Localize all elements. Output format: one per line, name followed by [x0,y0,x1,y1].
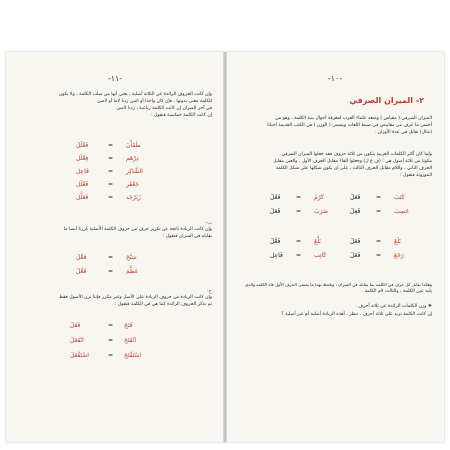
equals-sign: = [108,194,114,201]
pattern-word: فَعَّلَ [76,254,87,261]
example-word: كَتَبَ [394,194,405,201]
pattern-word: فَاعِل [76,168,89,175]
book-spread [6,52,444,442]
text-line: وإن كانت الحروف الزائدة عن الثلاثة أصلية ، يعني أنها من صلب الكلمة ، ولا يكون [58,92,212,97]
pattern-word: فَعَلَ [70,322,81,329]
equals-sign: = [108,337,114,344]
example-word: عَظَّمَ [126,268,139,275]
text-line: وإن كانت الزيادة من حروف الزيادة على الأصل وغير مكرر فإننا نزن الأصول فقط [58,295,212,300]
example-word: الشَّاكِر [126,168,143,175]
pattern-word: فَعَلَ [350,238,361,245]
example-word: بَلَّغَ [314,238,321,245]
equals-sign: = [108,254,114,261]
section-title: ٢- الميزان الصرفي [349,96,424,105]
pattern-word: فِعْلَل [76,155,89,162]
example-word: زَبَرْجَد [126,194,141,201]
pattern-word: فَعَلَ [350,194,361,201]
text-line: للكلمة معنى بدونها ، فإن كان واحدا أو اثنين زدنا لاما أو لامين [97,99,212,104]
pattern-word: اسْتَفْعَلَ [70,352,89,359]
text-line: (مثال) نقابل في عدة الأوزان . [374,130,432,135]
pattern-word: فَعْلَلَ [76,142,89,149]
equals-sign: = [108,268,114,275]
equals-sign: = [296,252,302,259]
equals-sign: = [296,208,302,215]
equals-sign: = [376,208,382,215]
example-word: دِرْهَم [126,155,139,162]
text-line: مكونا من ثلاثة أصول هي : (ف ع ل) وجعلوا الفاء مقابل الحرف الأول ، والعين مقابل [273,159,432,164]
page-number: -١١- [107,74,123,83]
left-page [6,52,224,442]
text-line: وهكذا نقابل كل حرف في الكلمة بما يقابله في الميزان ، ونلحظ بهذا ما يسمى الحرف الأول فاء الكلمة والذي [245,282,432,287]
pattern-word: فَعِلَ [350,208,361,215]
equals-sign: = [376,238,382,245]
equals-sign: = [108,181,114,188]
text-line: أحسن ما عرف من مقاييس في ضبط اللغات ويسمى ( الوزن ) في الكتب القديمة أحيانا [267,123,432,128]
example-word: كَرُمَ [314,194,324,201]
section-label: ب- [205,220,212,226]
pattern-word: فَعَّلَ [270,238,281,245]
example-word: انْفَتَحَ [124,337,137,344]
text-line: إن كانت الكلمة خماسية فنقول : [151,113,212,118]
equals-sign: = [376,252,382,259]
equals-sign: = [108,352,114,359]
text-line: وإن كانت الزيادة ناتجة عن تكرير حرف من حروف الكلمة الأصلية كررنا أيضا ما [63,227,212,232]
example-word: ضَرَبَ [314,208,329,215]
equals-sign: = [108,155,114,162]
equals-sign: = [296,194,302,201]
text-line: ثم نذكر الحروف الزائدة كما هي في الكلمة فنقول : [114,302,212,307]
example-word: كَاتِب [314,252,327,259]
pattern-word: فَعْلَل [76,181,89,188]
equals-sign: = [296,238,302,245]
equals-sign: = [108,322,114,329]
section-label: ج- [206,288,212,294]
text-line: يقابله في الميزان فنقول : [162,234,212,239]
pattern-word: فَاعِل [270,252,283,259]
example-word: حَسِبَ [394,208,409,215]
pattern-word: انْفَعَلَ [70,337,84,344]
example-word: فَتَحَ [124,322,133,329]
example-word: اسْتَفْتَحَ [124,352,142,359]
example-word: طَمْأَنَ [126,142,141,149]
text-line: إن كانت الكلمة تزيد على ثلاثة أحرف ، ننظر ، أهذه الزيادة أصلية أم غير أصلية ؟ [281,312,432,317]
text-line: الحرف الثاني ، واللام مقابل الحرف الثالث ، على أن يكون شكلها على شكل الكلمة [275,166,432,171]
pattern-word: فَعَلَّل [76,194,89,201]
pattern-word: فَعَلَ [350,252,361,259]
pattern-word: فَعَلَ [270,208,281,215]
bullet-heading: ❖ وزن الكلمات الزائدة عن ثلاثة أحرف . [355,304,432,309]
text-line: الميزان الصرفي ( مقياس ) وضعه علماء العرب لمعرفة أحوال بنية الكلمة ، وهو من [275,116,432,121]
page-number: -١٠- [327,74,343,83]
example-word: رَجَعَ [394,252,404,259]
text-line: الموزونة فنقول : [400,173,432,178]
text-line: يليه عين الكلمة ، والثالث لام الكلمة . [361,289,432,294]
equals-sign: = [376,194,382,201]
pattern-word: فَعُلَ [270,194,281,201]
equals-sign: = [108,142,114,149]
example-word: سَبَّحَ [126,254,137,261]
equals-sign: = [108,168,114,175]
example-word: بَلَغَ [394,238,401,245]
text-line: ولما كان أكثر الكلمات العربية يتكون من ثلاثة حروف فقد جعلوا الميزان الصرفي [281,152,432,157]
pattern-word: فَعَّلَ [76,268,87,275]
right-page [226,52,444,442]
text-line: في آخر الميزان إن كانت الكلمة رباعية ، زدنا لامين [116,106,212,111]
example-word: جَعْفَر [126,181,139,188]
